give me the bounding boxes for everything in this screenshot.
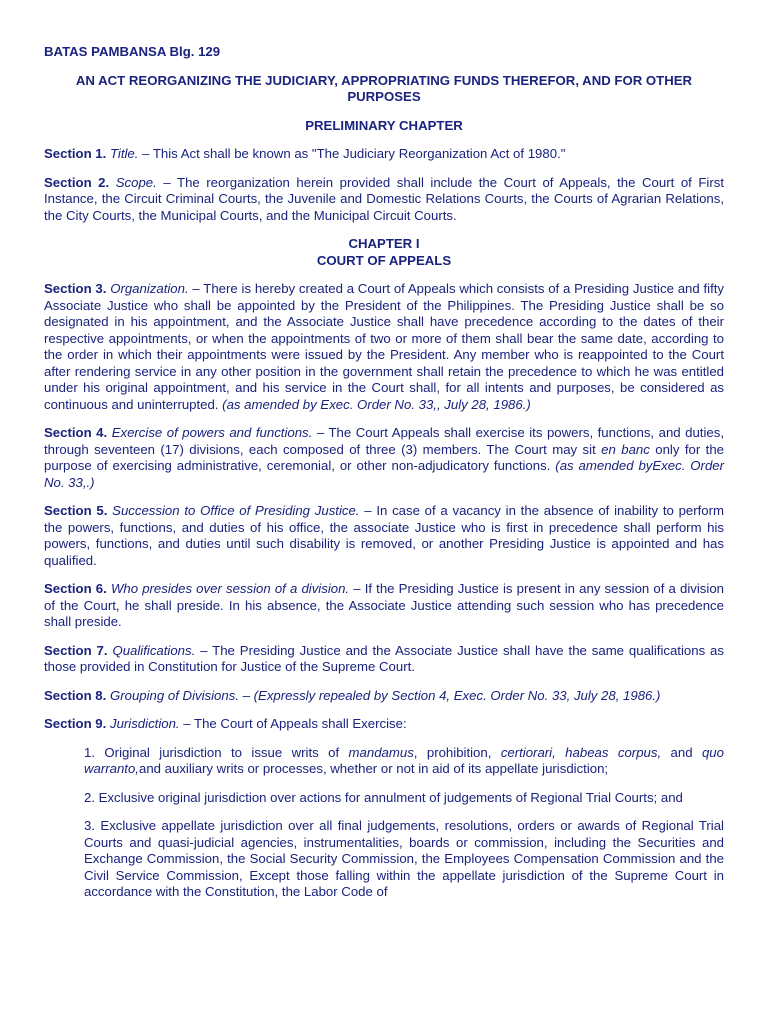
chapter-heading: [44, 236, 724, 269]
jurisdiction-item-1: [84, 745, 724, 778]
section-4: [44, 425, 724, 491]
section-text: – There is hereby created a Court of Appeals which consists of a Presiding Justice and fifty Associate Justice who shall be appointed by the President of the Philippines. The Presiding Justice shall be so designated in his appointment, and the Associate Justice shall have precedence according to the dates of their respective appointments, or when the appointments of two or more of them shall bear the same date, according to the order in which their appointments were issued by the President. Any member who is reappointed to the Court after rendering service in any other position in the government shall retain the precedence to which he was entitled under his original appointment, and his service in the Court shall, for all intents and purposes, be considered as continuous and uninterrupted.: [44, 281, 724, 412]
section-label: Section 4.: [44, 425, 108, 440]
section-label: Section 1.: [44, 146, 107, 161]
chapter-name: COURT OF APPEALS: [316, 252, 452, 268]
section-title: Succession to Office of Presiding Justice.: [112, 503, 360, 518]
section-text: – The Court Appeals shall exercise its powers, functions, and duties, through seventeen (17) divisions, each composed of three (3) members. The Court may sit: [44, 425, 724, 457]
section-text: – If the Presiding Justice is present in any session of a division of the Court, he shall preside. In his absence, the Associate Justice attending such session who has precedence shall preside.: [44, 581, 725, 629]
section-title: Exercise of powers and functions.: [111, 425, 313, 440]
amendment-note: (as amended by Exec. Order No. 33,, July 28, 1986.): [222, 396, 531, 412]
section-text: – This Act shall be known as "The Judiciary Reorganization Act of 1980.": [138, 146, 566, 161]
chapter-number: CHAPTER I: [348, 236, 420, 251]
section-6: [44, 581, 724, 631]
section-7: [44, 643, 724, 676]
preliminary-chapter-heading: PRELIMINARY CHAPTER: [305, 117, 463, 133]
item-text: , prohibition,: [413, 744, 501, 760]
section-3: [44, 281, 724, 413]
section-label: Section 7.: [44, 642, 108, 658]
section-title: Title.: [109, 146, 139, 161]
act-title: AN ACT REORGANIZING THE JUDICIARY, APPROPRIATING FUNDS THEREFOR, AND FOR OTHER PURPOSES: [75, 72, 693, 104]
section-title: Who presides over session of a division.: [110, 581, 350, 596]
item-text: 1. Original jurisdiction to issue writs of: [84, 744, 349, 760]
section-label: Section 3.: [44, 281, 107, 296]
section-2: [44, 175, 724, 225]
section-text: – The reorganization herein provided shall include the Court of Appeals, the Court of First Instance, the Circuit Criminal Courts, the Juvenile and Domestic Relations Courts, the Courts of Agrarian Relations, the City Courts, the Municipal Courts, and the Municipal Circuit Courts.: [44, 174, 724, 223]
section-title: Qualifications.: [112, 642, 196, 658]
section-text: – In case of a vacancy in the absence of inability to perform the powers, functions, and duties of his office, the associate Justice who is first in precedence shall perform his powers, functions, and duties until such disability is removed, or another Presiding Justice is appointed and has qualified.: [44, 503, 725, 568]
section-text-continued: only for the purpose of exercising administrative, ceremonial, or other non-adjudicatory functions.: [44, 441, 725, 473]
document-id: BATAS PAMBANSA Blg. 129: [44, 44, 221, 59]
section-5: [44, 503, 724, 569]
item-text: and auxiliary writs or processes, whether or not in aid of its appellate jurisdiction;: [138, 761, 609, 776]
section-title: Organization.: [110, 281, 189, 296]
section-title: Scope.: [115, 174, 157, 190]
section-label: Section 6.: [44, 581, 107, 596]
section-label: Section 9.: [44, 716, 107, 731]
section-label: Section 5.: [44, 503, 108, 518]
section-text: – The Court of Appeals shall Exercise:: [179, 716, 407, 731]
italic-term: en banc: [601, 441, 650, 457]
section-1: [44, 146, 724, 163]
item-text: and: [661, 744, 702, 760]
section-label: Section 2.: [44, 174, 110, 190]
section-title: Jurisdiction.: [109, 716, 180, 731]
section-8: [44, 688, 724, 705]
jurisdiction-item-3: 3. Exclusive appellate jurisdiction over all final judgements, resolutions, orders or awards of Regional Trial Courts and quasi-judicial agencies, instrumentalities, boards or commission, including the Securities and Exchange Commission, the Social Security Commission, the Employees Compensation Commission and the Civil Service Commission, Except those falling within the appellate jurisdiction of the Supreme Court in accordance with the Constitution, the Labor Code of: [84, 818, 724, 899]
writ-term: quo warranto,: [84, 744, 724, 776]
writ-term: certiorari, habeas corpus,: [500, 744, 662, 760]
section-title: Grouping of Divisions. – (Expressly repealed by Section 4, Exec. Order No. 33, July 28, 1986.): [109, 687, 661, 703]
amendment-note: (as amended byExec. Order No. 33,.): [44, 458, 725, 490]
section-label: Section 8.: [44, 687, 107, 703]
section-9: [44, 716, 724, 733]
writ-term: mandamus: [348, 744, 414, 760]
jurisdiction-item-2: 2. Exclusive original jurisdiction over actions for annulment of judgements of Regional Trial Courts; and: [84, 789, 683, 805]
section-text: – The Presiding Justice and the Associate Justice shall have the same qualifications as those provided in Constitution for Justice of the Supreme Court.: [44, 642, 724, 674]
